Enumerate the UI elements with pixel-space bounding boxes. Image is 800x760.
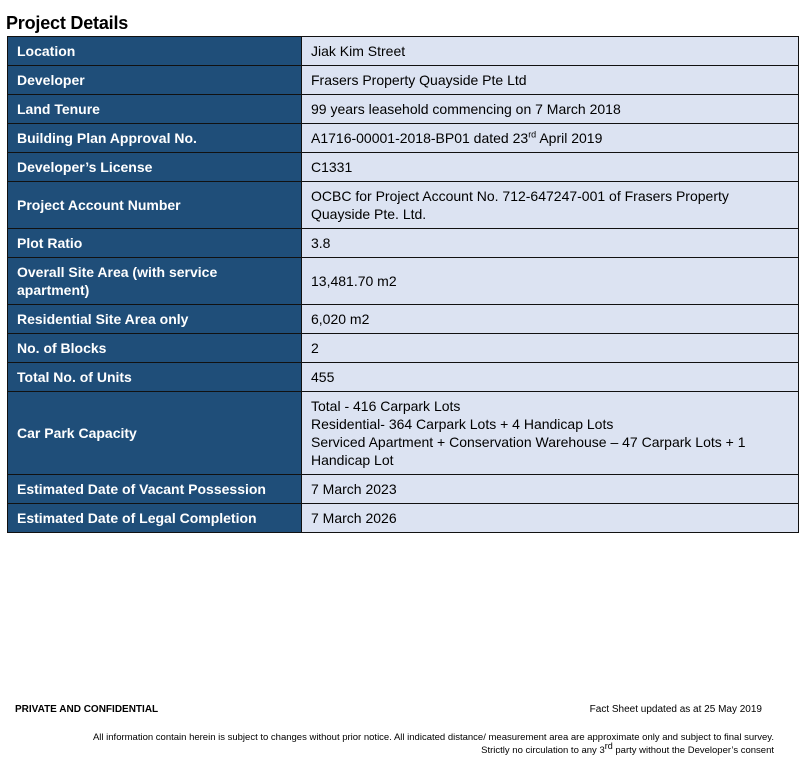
row-label-overall-site-area: Overall Site Area (with service apartment) (8, 258, 302, 305)
table-row (8, 37, 799, 66)
car-park-total: Total - 416 Carpark Lots (311, 398, 461, 414)
row-label-units: Total No. of Units (8, 363, 302, 392)
row-value-land-tenure: 99 years leasehold commencing on 7 March 2018 (302, 95, 799, 124)
car-park-residential: Residential- 364 Carpark Lots + 4 Handicap Lots (311, 416, 614, 432)
disclaimer-line-2-end: party without the Developer’s consent (612, 745, 774, 756)
row-label-vacant-possession: Estimated Date of Vacant Possession (8, 475, 302, 504)
row-value-location: Jiak Kim Street (302, 37, 799, 66)
disclaimer-line-2 (54, 740, 774, 757)
row-label-project-account: Project Account Number (8, 182, 302, 229)
car-park-serviced: Serviced Apartment + Conservation Warehouse – 47 Carpark Lots + 1 Handicap Lot (311, 434, 746, 468)
table-row (8, 305, 799, 334)
row-value-car-park (302, 392, 799, 475)
superscript-ordinal: rd (604, 740, 613, 751)
row-value-legal-completion: 7 March 2026 (302, 504, 799, 533)
row-value-residential-site-area: 6,020 m2 (302, 305, 799, 334)
disclaimer-line-2-text: Strictly no circulation to any 3 (481, 745, 605, 756)
table-row (8, 363, 799, 392)
table-row (8, 66, 799, 95)
table-row (8, 229, 799, 258)
row-label-building-plan: Building Plan Approval No. (8, 124, 302, 153)
building-plan-text: A1716-00001-2018-BP01 dated 23 (311, 130, 529, 146)
row-label-developer: Developer (8, 66, 302, 95)
table-row (8, 182, 799, 229)
row-value-vacant-possession: 7 March 2023 (302, 475, 799, 504)
table-row (8, 504, 799, 533)
row-label-location: Location (8, 37, 302, 66)
row-label-plot-ratio: Plot Ratio (8, 229, 302, 258)
row-label-license: Developer’s License (8, 153, 302, 182)
row-label-car-park: Car Park Capacity (8, 392, 302, 475)
table-row (8, 258, 799, 305)
disclaimer-line-1: All information contain herein is subject to changes without prior notice. All indicated distance/ measurement area are approximate only and subject to final survey. (92, 732, 774, 743)
row-value-plot-ratio: 3.8 (302, 229, 799, 258)
table-row (8, 153, 799, 182)
table-row (8, 475, 799, 504)
row-value-project-account: OCBC for Project Account No. 712-647247-001 of Frasers Property Quayside Pte. Ltd. (302, 182, 799, 229)
building-plan-text-end: April 2019 (536, 130, 603, 146)
row-value-license: C1331 (302, 153, 799, 182)
row-value-units: 455 (302, 363, 799, 392)
row-label-legal-completion: Estimated Date of Legal Completion (8, 504, 302, 533)
project-details-table (7, 36, 799, 533)
table-row (8, 392, 799, 475)
updated-date-note: Fact Sheet updated as at 25 May 2019 (589, 704, 762, 715)
row-value-blocks: 2 (302, 334, 799, 363)
row-label-residential-site-area: Residential Site Area only (8, 305, 302, 334)
table-row (8, 95, 799, 124)
confidential-label: PRIVATE AND CONFIDENTIAL (15, 704, 159, 715)
table-row (8, 124, 799, 153)
table-row (8, 334, 799, 363)
row-value-overall-site-area: 13,481.70 m2 (302, 258, 799, 305)
row-value-building-plan (302, 124, 799, 153)
row-label-land-tenure: Land Tenure (8, 95, 302, 124)
disclaimer (54, 731, 774, 757)
row-label-blocks: No. of Blocks (8, 334, 302, 363)
page-title: Project Details (6, 13, 129, 33)
row-value-developer: Frasers Property Quayside Pte Ltd (302, 66, 799, 95)
superscript-ordinal: rd (528, 129, 537, 140)
